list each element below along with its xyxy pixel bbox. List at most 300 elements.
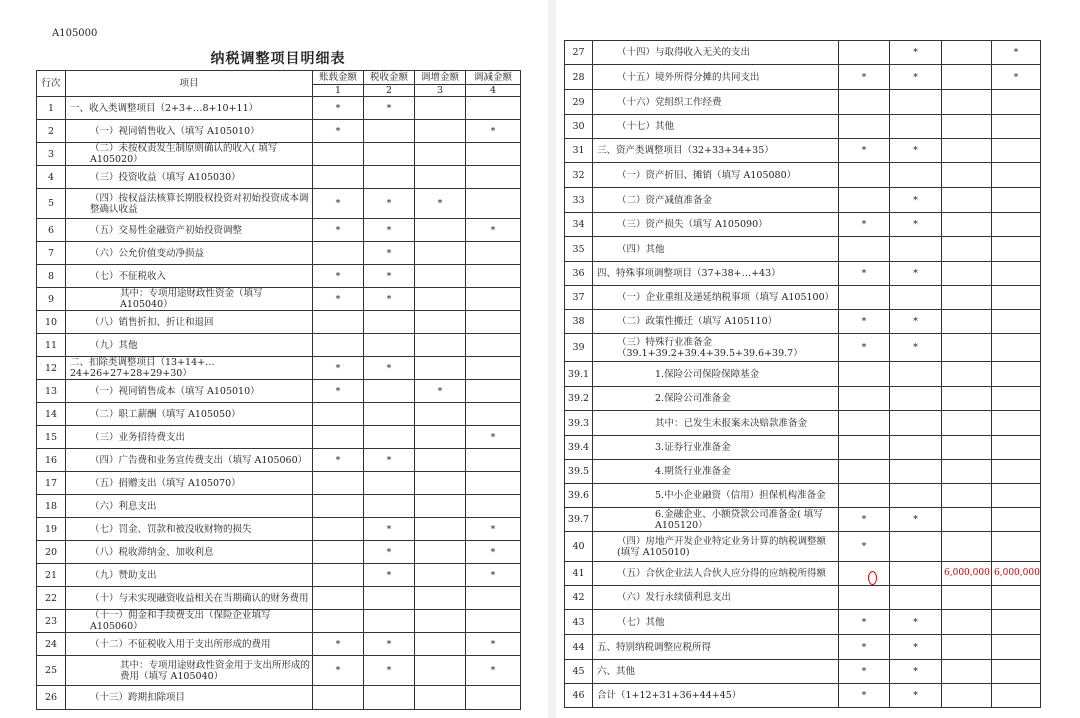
row-item-label: （八）销售折扣、折让和退回	[66, 311, 313, 334]
amount-cell: *	[890, 508, 942, 532]
amount-cell	[992, 508, 1041, 532]
amount-cell	[839, 436, 890, 460]
amount-cell	[415, 449, 466, 472]
row-item-label: （九）其他	[66, 334, 313, 357]
table-row	[37, 189, 521, 219]
amount-cell	[415, 334, 466, 357]
row-item-label: 3.证券行业准备金	[593, 436, 839, 460]
amount-cell	[364, 380, 415, 403]
row-number: 39.7	[565, 508, 593, 532]
amount-cell	[466, 495, 521, 518]
amount-cell	[942, 65, 992, 90]
header-increase-amount: 调增金额	[415, 71, 466, 85]
row-item-label: （一）视同销售收入（填写 A105010）	[66, 120, 313, 143]
table-row	[565, 610, 1041, 635]
amount-cell	[466, 143, 521, 166]
amount-cell	[364, 120, 415, 143]
amount-cell: *	[839, 635, 890, 660]
table-row	[565, 436, 1041, 460]
amount-cell	[942, 684, 992, 708]
table-row	[37, 166, 521, 189]
row-item-label: 合计（1+12+31+36+44+45）	[593, 684, 839, 708]
row-item-label: （二）政策性搬迁（填写 A105110）	[593, 310, 839, 334]
amount-cell	[992, 387, 1041, 411]
amount-cell	[839, 362, 890, 387]
amount-cell	[839, 562, 890, 586]
amount-cell: *	[890, 65, 942, 90]
amount-cell	[890, 460, 942, 484]
row-item-label: （三）业务招待费支出	[66, 426, 313, 449]
row-item-label: （十三）跨期扣除项目	[66, 686, 313, 710]
amount-cell	[942, 362, 992, 387]
amount-cell	[313, 686, 364, 710]
amount-cell	[364, 166, 415, 189]
amount-cell	[466, 166, 521, 189]
row-item-label: 五、特别纳税调整应税所得	[593, 635, 839, 660]
amount-cell	[415, 97, 466, 120]
tax-adjustment-table-left	[36, 70, 521, 710]
amount-cell	[839, 41, 890, 65]
amount-cell	[839, 90, 890, 115]
amount-cell: *	[313, 449, 364, 472]
row-item-label: 2.保险公司准备金	[593, 387, 839, 411]
amount-cell: *	[313, 97, 364, 120]
amount-cell	[942, 610, 992, 635]
table-row	[565, 334, 1041, 362]
row-item-label: 四、特殊事项调整项目（37+38+…+43）	[593, 262, 839, 286]
header-col-num: 1	[313, 85, 364, 97]
table-row	[565, 484, 1041, 508]
table-row	[565, 163, 1041, 188]
amount-cell: *	[466, 518, 521, 541]
amount-cell	[942, 387, 992, 411]
amount-cell	[890, 90, 942, 115]
amount-cell	[364, 311, 415, 334]
row-item-label: 6.金融企业、小额贷款公司准备金( 填写 A105120）	[593, 508, 839, 532]
row-item-label: 4.期货行业准备金	[593, 460, 839, 484]
amount-cell: *	[313, 357, 364, 380]
amount-cell: *	[890, 684, 942, 708]
table-row	[565, 635, 1041, 660]
amount-cell: 6,000,000	[942, 562, 992, 586]
row-number: 41	[565, 562, 593, 586]
amount-cell	[992, 610, 1041, 635]
amount-cell: *	[313, 189, 364, 219]
amount-cell: *	[839, 334, 890, 362]
amount-cell	[992, 163, 1041, 188]
row-item-label: （十一）佣金和手续费支出（保险企业填写 A105060）	[66, 610, 313, 633]
amount-cell	[415, 143, 466, 166]
table-row	[37, 495, 521, 518]
amount-cell	[890, 411, 942, 436]
amount-cell: *	[466, 219, 521, 242]
amount-cell: *	[364, 97, 415, 120]
amount-cell	[839, 188, 890, 213]
row-number: 2	[37, 120, 66, 143]
amount-cell	[415, 311, 466, 334]
table-row	[37, 564, 521, 587]
row-item-label: （七）不征税收入	[66, 265, 313, 288]
row-number: 11	[37, 334, 66, 357]
row-number: 39.6	[565, 484, 593, 508]
table-row	[565, 387, 1041, 411]
amount-cell	[890, 562, 942, 586]
amount-cell: *	[839, 213, 890, 237]
amount-cell: *	[890, 310, 942, 334]
table-row	[37, 380, 521, 403]
amount-cell	[839, 586, 890, 610]
row-item-label: （四）其他	[593, 237, 839, 262]
amount-cell: *	[890, 188, 942, 213]
row-number: 29	[565, 90, 593, 115]
table-row	[565, 188, 1041, 213]
table-row	[37, 449, 521, 472]
row-item-label: （十）与未实现融资收益相关在当期确认的财务费用	[66, 587, 313, 610]
row-item-label: （一）资产折旧、摊销（填写 A105080）	[593, 163, 839, 188]
row-number: 17	[37, 472, 66, 495]
row-number: 7	[37, 242, 66, 265]
table-row	[565, 90, 1041, 115]
row-number: 21	[37, 564, 66, 587]
table-row	[37, 288, 521, 311]
row-item-label: （十六）党组织工作经费	[593, 90, 839, 115]
row-item-label: （五）交易性金融资产初始投资调整	[66, 219, 313, 242]
amount-cell	[942, 286, 992, 310]
row-number: 3	[37, 143, 66, 166]
table-row	[37, 311, 521, 334]
row-item-label: （六）公允价值变动净损益	[66, 242, 313, 265]
row-number: 30	[565, 115, 593, 139]
amount-cell: *	[890, 334, 942, 362]
amount-cell: *	[313, 656, 364, 686]
row-number: 37	[565, 286, 593, 310]
amount-cell: *	[466, 564, 521, 587]
amount-cell	[839, 411, 890, 436]
amount-cell	[890, 163, 942, 188]
amount-cell: *	[313, 219, 364, 242]
table-row	[37, 518, 521, 541]
row-number: 36	[565, 262, 593, 286]
amount-cell: *	[313, 288, 364, 311]
header-tax-amount: 税收金额	[364, 71, 415, 85]
amount-cell: *	[364, 189, 415, 219]
amount-cell	[992, 411, 1041, 436]
amount-cell	[942, 411, 992, 436]
row-number: 31	[565, 139, 593, 163]
row-item-label: （九）赞助支出	[66, 564, 313, 587]
amount-cell	[415, 472, 466, 495]
amount-cell	[942, 90, 992, 115]
header-decrease-amount: 调减金额	[466, 71, 521, 85]
row-number: 16	[37, 449, 66, 472]
table-row	[565, 460, 1041, 484]
amount-cell	[466, 610, 521, 633]
row-number: 28	[565, 65, 593, 90]
amount-cell	[942, 262, 992, 286]
row-number: 45	[565, 660, 593, 684]
row-number: 33	[565, 188, 593, 213]
row-number: 1	[37, 97, 66, 120]
amount-cell: *	[313, 265, 364, 288]
amount-cell	[942, 213, 992, 237]
amount-cell	[992, 660, 1041, 684]
right-table-body	[565, 41, 1041, 708]
row-item-label: 其中：已发生未报案未决赔款准备金	[593, 411, 839, 436]
amount-cell	[890, 484, 942, 508]
row-number: 27	[565, 41, 593, 65]
amount-cell	[415, 518, 466, 541]
amount-cell: *	[839, 139, 890, 163]
amount-cell	[364, 426, 415, 449]
row-item-label: （七）罚金、罚款和被没收财物的损失	[66, 518, 313, 541]
row-item-label: 5.中小企业融资（信用）担保机构准备金	[593, 484, 839, 508]
amount-cell	[415, 541, 466, 564]
amount-cell	[839, 237, 890, 262]
amount-cell	[466, 686, 521, 710]
table-row	[565, 310, 1041, 334]
row-item-label: （六）利息支出	[66, 495, 313, 518]
amount-cell	[992, 484, 1041, 508]
form-code: A105000	[52, 28, 98, 39]
amount-cell	[364, 472, 415, 495]
amount-cell	[364, 686, 415, 710]
amount-cell	[364, 495, 415, 518]
table-row	[565, 508, 1041, 532]
amount-cell	[415, 633, 466, 656]
table-row	[37, 334, 521, 357]
amount-cell	[466, 334, 521, 357]
row-number: 39.4	[565, 436, 593, 460]
amount-cell: *	[890, 41, 942, 65]
row-item-label: （十二）不征税收入用于支出所形成的费用	[66, 633, 313, 656]
amount-cell	[942, 660, 992, 684]
amount-cell	[466, 311, 521, 334]
amount-cell	[992, 90, 1041, 115]
row-number: 18	[37, 495, 66, 518]
amount-cell: *	[839, 65, 890, 90]
amount-cell	[839, 163, 890, 188]
row-item-label: 1.保险公司保险保障基金	[593, 362, 839, 387]
row-number: 6	[37, 219, 66, 242]
table-row	[565, 213, 1041, 237]
amount-cell	[415, 265, 466, 288]
row-item-label: 其中：专项用途财政性资金（填写 A105040）	[66, 288, 313, 311]
amount-cell	[466, 288, 521, 311]
amount-cell	[466, 265, 521, 288]
amount-cell	[890, 387, 942, 411]
amount-cell	[942, 115, 992, 139]
amount-cell	[466, 587, 521, 610]
table-row	[565, 586, 1041, 610]
amount-cell	[992, 115, 1041, 139]
tax-adjustment-table-right	[564, 40, 1041, 708]
amount-cell	[415, 564, 466, 587]
amount-cell	[415, 242, 466, 265]
row-item-label: 其中：专项用途财政性资金用于支出所形成的费用（填写 A105040）	[66, 656, 313, 686]
row-number: 38	[565, 310, 593, 334]
amount-cell	[992, 684, 1041, 708]
row-number: 5	[37, 189, 66, 219]
table-row	[37, 541, 521, 564]
row-item-label: （二）职工薪酬（填写 A105050）	[66, 403, 313, 426]
amount-cell	[839, 115, 890, 139]
amount-cell	[992, 362, 1041, 387]
row-number: 39.3	[565, 411, 593, 436]
row-number: 32	[565, 163, 593, 188]
row-item-label: （一）视同销售成本（填写 A105010）	[66, 380, 313, 403]
table-row	[565, 286, 1041, 310]
row-number: 8	[37, 265, 66, 288]
row-number: 15	[37, 426, 66, 449]
amount-cell	[313, 143, 364, 166]
amount-cell: *	[466, 120, 521, 143]
amount-cell	[415, 610, 466, 633]
row-item-label: （五）捐赠支出（填写 A105070）	[66, 472, 313, 495]
amount-cell	[364, 403, 415, 426]
row-number: 39	[565, 334, 593, 362]
amount-cell: *	[839, 310, 890, 334]
amount-cell	[313, 495, 364, 518]
table-row	[37, 242, 521, 265]
amount-cell: *	[890, 139, 942, 163]
amount-cell	[466, 449, 521, 472]
table-row	[37, 120, 521, 143]
row-number: 46	[565, 684, 593, 708]
amount-cell	[942, 635, 992, 660]
row-number: 39.1	[565, 362, 593, 387]
row-item-label: （五）合伙企业法人合伙人应分得的应纳税所得额	[593, 562, 839, 586]
table-row	[37, 265, 521, 288]
amount-cell	[992, 436, 1041, 460]
row-item-label: （十五）境外所得分摊的共同支出	[593, 65, 839, 90]
row-item-label: 六、其他	[593, 660, 839, 684]
amount-cell	[942, 310, 992, 334]
amount-cell	[890, 436, 942, 460]
amount-cell	[992, 139, 1041, 163]
row-item-label: （四）房地产开发企业特定业务计算的纳税调整额(填写 A105010)	[593, 532, 839, 562]
amount-cell	[415, 288, 466, 311]
table-row	[565, 65, 1041, 90]
amount-cell	[364, 143, 415, 166]
table-row	[565, 237, 1041, 262]
amount-cell	[992, 532, 1041, 562]
amount-cell: *	[364, 541, 415, 564]
row-item-label: 二、扣除类调整项目（13+14+…24+26+27+28+29+30）	[66, 357, 313, 380]
table-row	[37, 97, 521, 120]
amount-cell	[313, 166, 364, 189]
row-number: 4	[37, 166, 66, 189]
row-number: 22	[37, 587, 66, 610]
amount-cell: 6,000,000	[992, 562, 1041, 586]
amount-cell	[313, 242, 364, 265]
table-row	[37, 426, 521, 449]
amount-cell	[415, 686, 466, 710]
amount-cell: *	[890, 213, 942, 237]
header-item: 项目	[66, 71, 313, 97]
amount-cell	[415, 357, 466, 380]
amount-cell	[415, 656, 466, 686]
amount-cell	[890, 286, 942, 310]
amount-cell: *	[364, 265, 415, 288]
amount-cell	[942, 41, 992, 65]
table-row	[565, 41, 1041, 65]
amount-cell	[466, 357, 521, 380]
header-row-no: 行次	[37, 71, 66, 97]
amount-cell	[890, 115, 942, 139]
amount-cell	[466, 472, 521, 495]
table-row	[37, 403, 521, 426]
amount-cell	[992, 188, 1041, 213]
row-item-label: 三、资产类调整项目（32+33+34+35）	[593, 139, 839, 163]
table-row	[37, 472, 521, 495]
row-number: 26	[37, 686, 66, 710]
amount-cell	[364, 587, 415, 610]
amount-cell: *	[839, 684, 890, 708]
row-number: 9	[37, 288, 66, 311]
row-number: 23	[37, 610, 66, 633]
amount-cell	[313, 426, 364, 449]
header-col-num: 4	[466, 85, 521, 97]
table-row	[565, 139, 1041, 163]
amount-cell: *	[890, 635, 942, 660]
amount-cell	[313, 403, 364, 426]
row-number: 39.2	[565, 387, 593, 411]
amount-cell: *	[313, 633, 364, 656]
amount-cell: *	[415, 189, 466, 219]
amount-cell	[890, 237, 942, 262]
red-circle-annotation	[868, 571, 877, 585]
amount-cell	[313, 541, 364, 564]
amount-cell: *	[364, 633, 415, 656]
amount-cell: *	[364, 656, 415, 686]
amount-cell	[942, 163, 992, 188]
row-number: 10	[37, 311, 66, 334]
row-number: 19	[37, 518, 66, 541]
amount-cell	[466, 189, 521, 219]
table-row	[37, 587, 521, 610]
amount-cell	[992, 586, 1041, 610]
amount-cell	[992, 286, 1041, 310]
row-item-label: （二）资产减值准备金	[593, 188, 839, 213]
table-row	[37, 143, 521, 166]
amount-cell: *	[890, 660, 942, 684]
amount-cell	[313, 311, 364, 334]
amount-cell	[992, 310, 1041, 334]
amount-cell	[942, 436, 992, 460]
row-item-label: （四）按权益法核算长期股权投资对初始投资成本调整确认收益	[66, 189, 313, 219]
amount-cell: *	[890, 610, 942, 635]
amount-cell: *	[839, 262, 890, 286]
table-row	[565, 362, 1041, 387]
header-book-amount: 账载金额	[313, 71, 364, 85]
amount-cell	[415, 166, 466, 189]
table-row	[565, 532, 1041, 562]
amount-cell	[890, 362, 942, 387]
amount-cell: *	[466, 426, 521, 449]
amount-cell	[313, 472, 364, 495]
amount-cell: *	[364, 357, 415, 380]
amount-cell	[313, 610, 364, 633]
amount-cell	[942, 586, 992, 610]
amount-cell	[992, 460, 1041, 484]
amount-cell	[992, 213, 1041, 237]
row-number: 24	[37, 633, 66, 656]
amount-cell: *	[415, 380, 466, 403]
amount-cell	[364, 334, 415, 357]
amount-cell: *	[839, 660, 890, 684]
amount-cell	[415, 426, 466, 449]
amount-cell: *	[466, 656, 521, 686]
